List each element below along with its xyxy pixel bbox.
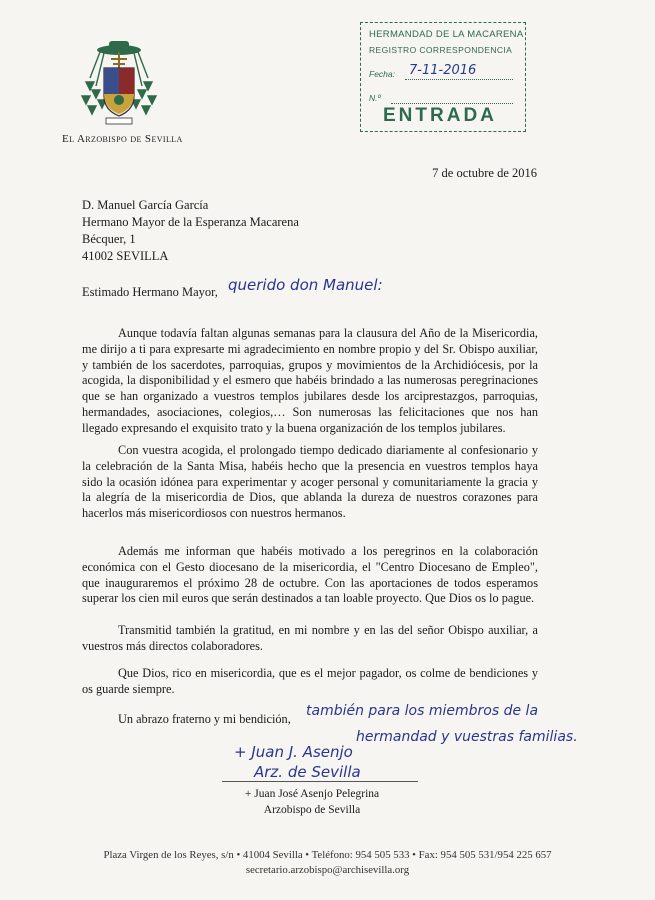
stamp-date-line [405,79,513,80]
stamp-brotherhood-name: HERMANDAD DE LA MACARENA [369,29,524,40]
letter-date: 7 de octubre de 2016 [432,166,537,180]
recipient-city: 41002 SEVILLA [82,249,169,263]
registry-stamp [360,22,526,132]
body-paragraph-4: Transmitid también la gratitud, en mi nombre y en las del señor Obispo auxiliar, a vuestros más directos colaboradores. [82,623,538,653]
salutation-handwritten: querido don Manuel: [228,276,383,294]
recipient-street: Bécquer, 1 [82,232,136,246]
footer-address: Plaza Virgen de los Reyes, s/n • 41004 Sevilla • Teléfono: 954 505 533 • Fax: 954 505 531/954 225 657 [103,849,552,861]
body-paragraph-5: Que Dios, rico en misericordia, que es el mejor pagador, os colme de bendiciones y os guarde siempre. [82,666,538,696]
handwritten-postscript: también para los miembros de la hermandad y vuestras familias. [306,703,578,745]
letterhead-org-name: El Arzobispo de Sevilla [62,133,183,145]
signature-line [222,781,418,782]
signatory-block [232,786,392,818]
body-paragraph-2: Con vuestra acogida, el prolongado tiempo dedicado diariamente al confesionario y la celebración de la Santa Misa, habéis hecho que la presencia en vuestros templos haya sido la ocasión idónea para experimentar y acoger personal y comunitariamente la gracia y la alegría de la misericordia de Dios, que ablanda la dureza de nuestros corazones para hacerlos más misericordiosos con nuestros hermanos. [82,443,538,521]
signatory-name: + Juan José Asenjo Pelegrina [244,788,380,800]
stamp-date-label: Fecha: [369,69,395,79]
recipient-address [82,197,299,265]
body-paragraph-1: Aunque todavía faltan algunas semanas para la clausura del Año de la Misericordia, me dirijo a ti para expresarte mi agradecimiento en nombre propio y del Sr. Obispo auxiliar, y también de los sacerdotes, parroquias, grupos y movimientos de la Archidiócesis, por la acogida, la disponibilidad y el esmero que habéis brindado a las numerosas peregrinaciones que se han organizado a vuestros templos jubilares desde los arciprestazgos, parroquias, hermandades, asociaciones, colegios,… Son numerosas las felicitaciones que nos han llegado expresando el exquisito trato y la buena organización de los templos jubilares. [82,326,538,435]
footer-email: secretario.arzobispo@archisevilla.org [245,864,410,876]
stamp-date-handwritten: 7-11-2016 [409,63,477,78]
stamp-number-line [391,103,513,104]
archbishop-coat-of-arms [78,38,160,128]
signatory-title: Arzobispo de Sevilla [263,804,361,816]
stamp-registry-label: REGISTRO CORRESPONDENCIA [369,45,513,55]
body-paragraph-3: Además me informan que habéis motivado a los peregrinos en la colaboración económica con el Gesto diocesano de la misericordia, el "Centro Diocesano de Empleo", que inauguraremos el próximo 28 de octubre. Con las aportaciones de todos esperamos superar los cien mil euros que serán destinados a tan loable proyecto. Que Dios os lo pague. [82,544,538,606]
salutation: Estimado Hermano Mayor, [82,285,218,299]
stamp-entry-label: ENTRADA [383,105,497,126]
handwritten-signature: + Juan J. Asenjo Arz. de Sevilla [234,743,361,781]
stamp-number-label: N.º [369,93,381,103]
letterhead-footer [0,848,655,878]
recipient-title: Hermano Mayor de la Esperanza Macarena [82,215,299,229]
closing-line: Un abrazo fraterno y mi bendición, [118,712,291,726]
recipient-name: D. Manuel García García [82,198,209,212]
